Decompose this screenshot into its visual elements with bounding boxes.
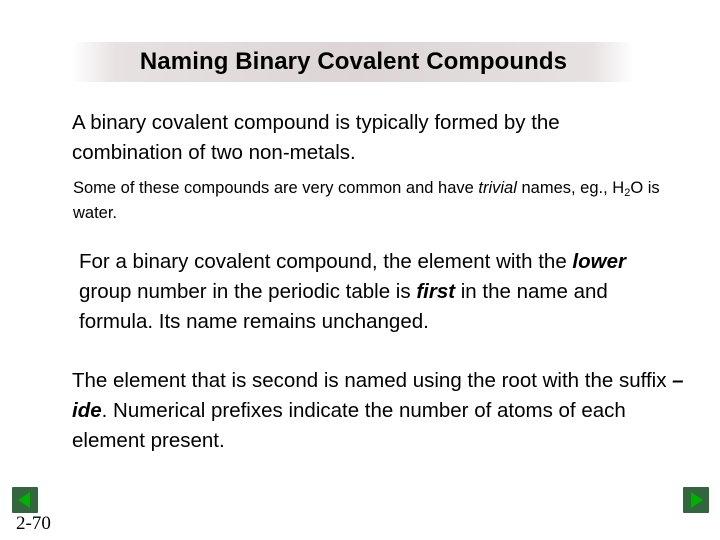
text-segment: For a binary covalent compound, the element with the — [79, 250, 573, 273]
next-slide-button[interactable] — [683, 487, 709, 513]
text-segment: group number in the periodic table is — [79, 280, 417, 303]
paragraph-suffix-rule — [72, 366, 702, 456]
subscript-two: 2 — [624, 187, 631, 199]
slide-number: 2-70 — [16, 513, 51, 534]
text-segment: O is water. — [73, 179, 660, 222]
triangle-left-icon — [15, 490, 35, 510]
slide-title: Naming Binary Covalent Compounds — [139, 48, 568, 75]
paragraph-naming-rule — [79, 247, 679, 337]
italic-trivial: trivial — [478, 179, 517, 197]
paragraph-definition-text: A binary covalent compound is typically formed by the combination of two non-metals. — [72, 111, 560, 164]
text-segment: . Numerical prefixes indicate the number of atoms of each element present. — [72, 399, 626, 452]
emphasis-ide: –ide — [72, 369, 684, 422]
triangle-right-icon — [686, 490, 706, 510]
title-banner — [72, 42, 635, 82]
emphasis-first: first — [416, 280, 456, 303]
text-segment: names, eg., H — [516, 179, 625, 197]
emphasis-lower: lower — [572, 250, 626, 273]
paragraph-trivial-names — [73, 176, 673, 226]
previous-slide-button[interactable] — [12, 487, 38, 513]
text-segment: in the name and formula. Its name remains unchanged. — [79, 280, 608, 333]
text-segment: The element that is second is named using the root with the suffix — [72, 369, 673, 392]
text-segment: Some of these compounds are very common and have — [73, 179, 479, 197]
paragraph-definition — [72, 108, 672, 168]
